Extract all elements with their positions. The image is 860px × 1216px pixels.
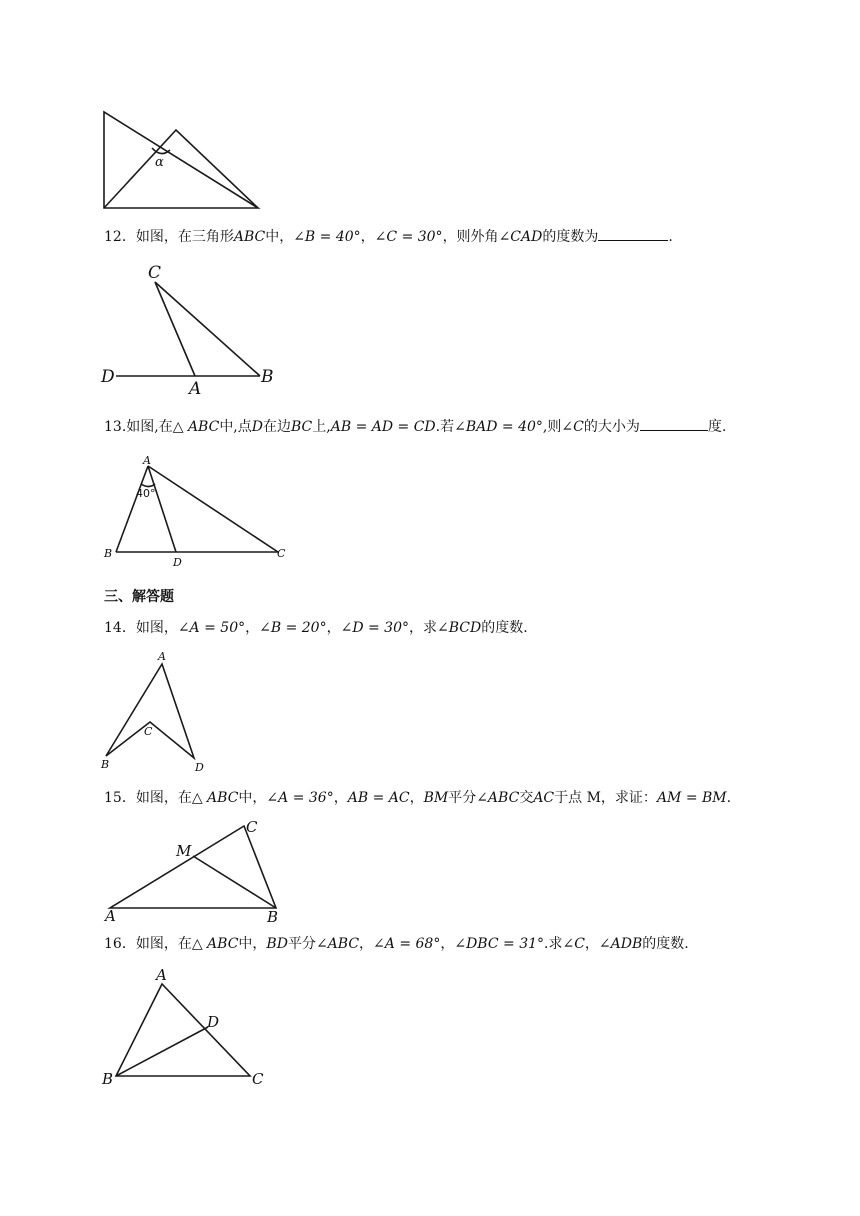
q15-math-5: ∠ABC xyxy=(476,790,520,806)
q15-text-6: 交 xyxy=(519,790,534,806)
q13-text-8: 度. xyxy=(707,419,727,435)
q13-text-4: 上, xyxy=(312,419,331,435)
figure-q12-svg xyxy=(96,258,286,398)
fig14-label-b: B xyxy=(101,758,110,771)
fig14-concave-quad xyxy=(106,664,194,758)
figure-q13 xyxy=(96,452,296,572)
fig16-label-b: B xyxy=(102,1070,114,1088)
figure-q15-svg xyxy=(96,814,296,926)
q16-math-3: ∠ABC xyxy=(315,936,360,952)
q12-text-1: 如图，在三角形 xyxy=(135,229,234,245)
q16-text-8: 的度数. xyxy=(642,936,689,952)
q13-text-1: 如图,在△ xyxy=(126,419,188,435)
fig13-line-ad xyxy=(148,466,176,552)
q12-text-4: ，则外角 xyxy=(442,229,499,245)
q14-text-3: ， xyxy=(326,620,341,636)
fig14-label-c: C xyxy=(144,725,153,738)
q16-text-4: ， xyxy=(359,936,374,952)
q13-text-5: .若 xyxy=(435,419,455,435)
fig13-label-c: C xyxy=(277,547,286,560)
fig15-label-m: M xyxy=(176,842,192,860)
q16-text-1: 如图，在△ xyxy=(135,936,208,952)
q16-math-5: ∠DBC = 31° xyxy=(454,936,545,952)
figure-q13-svg xyxy=(96,452,296,572)
q15-text-1: 如图，在△ xyxy=(135,790,208,806)
q14-text-1: 如图， xyxy=(135,620,178,636)
fig11-triangle-left xyxy=(104,112,258,208)
fig11-alpha-label: α xyxy=(155,155,164,170)
q16-math-2: BD xyxy=(266,936,288,952)
fig16-label-d: D xyxy=(207,1013,220,1031)
fig15-label-b: B xyxy=(267,908,279,926)
q12-math-1: ABC xyxy=(233,229,266,245)
q16-math-6: ∠C xyxy=(562,936,585,952)
q12-math-2: ∠B = 40° xyxy=(293,229,361,245)
fig12-label-b: B xyxy=(261,367,274,387)
q15-math-4: BM xyxy=(423,790,449,806)
q12-text-3: ， xyxy=(360,229,375,245)
q15-text-8: . xyxy=(726,790,732,806)
q16-text-7: ， xyxy=(584,936,599,952)
q13-text-7: 的大小为 xyxy=(583,419,640,435)
q15-math-7: AM = BM xyxy=(656,790,727,806)
q15-math-3: AB = AC xyxy=(347,790,410,806)
fig15-label-c: C xyxy=(246,818,258,836)
question-13 xyxy=(104,416,726,437)
q16-text-5: ， xyxy=(440,936,455,952)
q14-number: 14． xyxy=(104,620,136,636)
fig16-label-c: C xyxy=(252,1070,264,1088)
fig12-label-a: A xyxy=(189,379,202,399)
q16-math-4: ∠A = 68° xyxy=(373,936,441,952)
fig15-triangle xyxy=(110,826,276,908)
figure-q14 xyxy=(96,648,216,778)
q14-math-1: ∠A = 50° xyxy=(177,620,246,636)
fig14-label-d: D xyxy=(195,761,204,774)
q15-text-3: ， xyxy=(333,790,348,806)
fig12-line-cb xyxy=(155,282,260,376)
q12-text-2: 中， xyxy=(265,229,294,245)
q12-text-6: . xyxy=(668,229,673,245)
fig12-line-ca xyxy=(155,282,195,376)
figure-q12 xyxy=(96,258,286,398)
q15-text-7: 于点 M，求证： xyxy=(554,790,657,806)
figure-q15 xyxy=(96,814,296,926)
q16-math-7: ∠ADB xyxy=(598,936,643,952)
section-heading-3: 三、解答题 xyxy=(104,589,174,605)
q15-math-2: ∠A = 36° xyxy=(266,790,334,806)
figure-q11 xyxy=(96,106,266,216)
q13-text-3: 在边 xyxy=(263,419,291,435)
fig13-angle-label: 40° xyxy=(136,487,156,500)
fig16-label-a: A xyxy=(156,966,167,984)
figure-q14-svg xyxy=(96,648,216,778)
fig16-triangle xyxy=(116,984,250,1076)
q16-number: 16． xyxy=(104,936,136,952)
fig13-label-a: A xyxy=(143,454,151,467)
question-15 xyxy=(104,788,731,808)
figure-q16 xyxy=(96,962,276,1092)
fig12-label-d: D xyxy=(101,367,115,387)
q12-answer-blank[interactable] xyxy=(598,226,668,241)
q12-text-5: 的度数为 xyxy=(542,229,599,245)
q15-text-5: 平分 xyxy=(448,790,477,806)
q13-text-2: 中,点 xyxy=(219,419,252,435)
q13-text-6: ,则 xyxy=(542,419,562,435)
q12-number: 12． xyxy=(104,229,136,245)
figure-q16-svg xyxy=(96,962,276,1092)
q15-text-2: 中， xyxy=(238,790,267,806)
q13-math-5: ∠BAD = 40° xyxy=(454,419,543,435)
q16-text-3: 平分 xyxy=(287,936,316,952)
q14-text-5: 的度数. xyxy=(481,620,528,636)
q14-text-4: ，求 xyxy=(409,620,437,636)
fig14-label-a: A xyxy=(158,650,166,663)
q15-math-6: AC xyxy=(533,790,555,806)
question-16 xyxy=(104,934,689,954)
q16-text-6: .求 xyxy=(544,936,563,952)
question-14 xyxy=(104,618,528,638)
fig13-line-ac xyxy=(148,466,278,552)
q16-text-2: 中， xyxy=(238,936,267,952)
q13-math-3: BC xyxy=(291,419,313,435)
q15-number: 15． xyxy=(104,790,136,806)
q13-math-6: ∠C xyxy=(561,419,584,435)
q14-math-2: ∠B = 20° xyxy=(259,620,327,636)
q14-math-4: ∠BCD xyxy=(437,620,482,636)
q14-math-3: ∠D = 30° xyxy=(340,620,409,636)
fig11-triangle-right xyxy=(104,130,258,208)
q13-number: 13. xyxy=(104,419,127,435)
q13-math-1: ABC xyxy=(187,419,220,435)
q13-answer-blank[interactable] xyxy=(640,416,708,431)
fig15-line-bm xyxy=(193,856,276,908)
fig12-label-c: C xyxy=(148,263,162,283)
q12-math-3: ∠C = 30° xyxy=(374,229,443,245)
figure-q11-svg xyxy=(96,106,266,216)
fig15-label-a: A xyxy=(105,907,116,925)
q13-math-4: AB = AD = CD xyxy=(330,419,436,435)
q12-math-4: ∠CAD xyxy=(498,229,543,245)
q15-text-4: ， xyxy=(409,790,424,806)
fig13-label-d: D xyxy=(173,556,182,569)
question-12 xyxy=(104,226,673,247)
q14-text-2: ， xyxy=(245,620,260,636)
fig13-line-ab xyxy=(116,466,148,552)
q16-math-1: ABC xyxy=(207,936,239,952)
fig13-label-b: B xyxy=(104,547,113,560)
q13-math-2: D xyxy=(251,419,263,435)
fig16-line-bd xyxy=(116,1027,208,1076)
q15-math-1: ABC xyxy=(207,790,239,806)
